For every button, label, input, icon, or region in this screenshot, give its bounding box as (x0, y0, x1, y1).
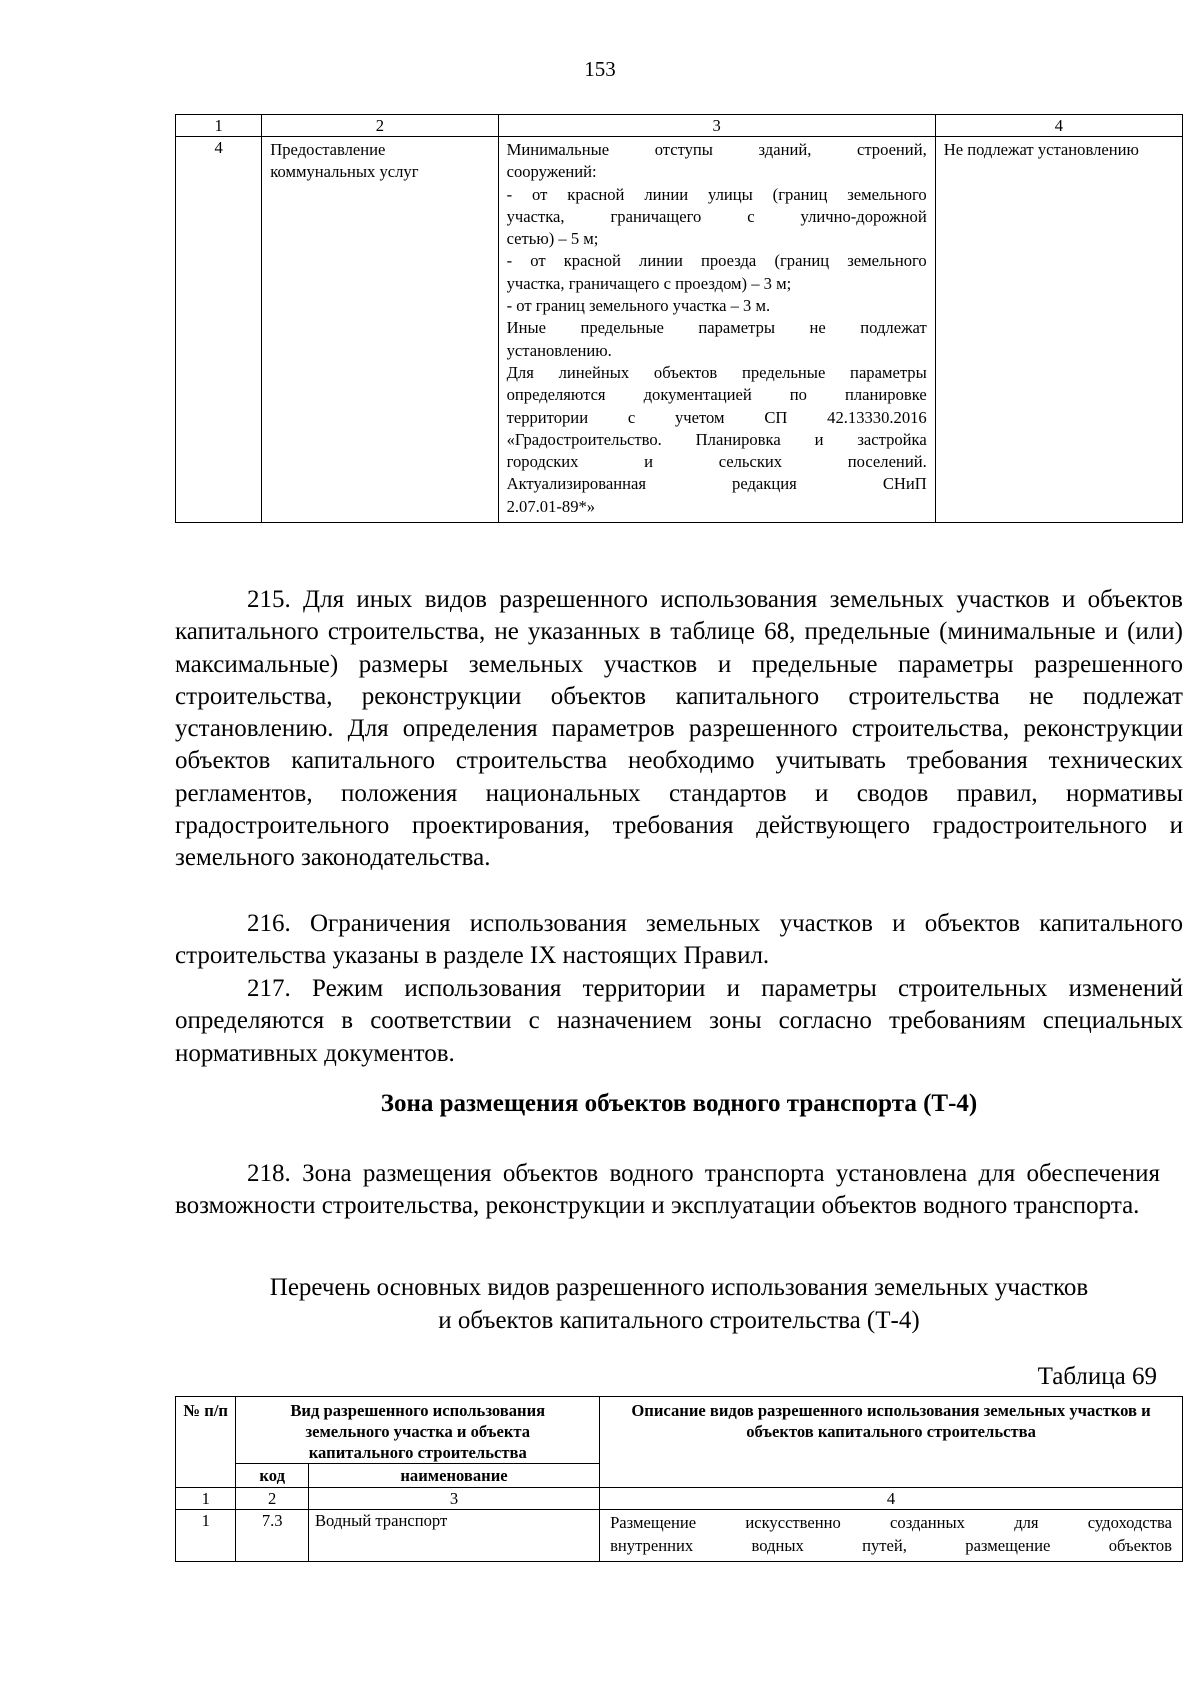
parameters-line: Иные предельные параметры не подлежат (506, 318, 927, 338)
table-header-row (176, 1397, 1183, 1464)
row-name: Водный транспорт (308, 1510, 599, 1562)
column-number-4: 4 (935, 115, 1182, 137)
column-number-2: 2 (262, 115, 498, 137)
paragraph-number: 216. (247, 910, 291, 937)
paragraph-text: Для иных видов разрешенного использования земельных участков и объектов капитального строительства, не указанных в таблице 68, предельные (минимальные и (или) максимальные) размеры земельных участков и предельные параметры разрешенного строительства, реконструкции объектов капитального строительства не подлежат установлению. Для определения параметров разрешенного строительства, реконструкции объектов капитального строительства необходимо учитывать требования технических регламентов, положения национальных стандартов и сводов правил, нормативы градостроительного проектирования, требования действующего градостроительного и земельного законодательства. (175, 586, 1183, 872)
paragraph-number: 217. (247, 975, 291, 1002)
column-number-1: 1 (176, 115, 262, 137)
parameters-line: определяются документацией по планировке (506, 385, 927, 405)
caption-line-2: и объектов капитального строительства (Т-4) (438, 1306, 920, 1334)
table-label: Таблица 69 (1037, 1363, 1157, 1390)
paragraph-number: 215. (247, 586, 291, 613)
description-line: Размещение искусственно созданных для судоходства (610, 1513, 1172, 1532)
paragraph-216 (175, 908, 1183, 973)
column-number-2: 2 (236, 1488, 309, 1510)
caption-line-1: Перечень основных видов разрешенного использования земельных участков (269, 1274, 1089, 1301)
description-line: внутренних водных путей, размещение объектов (610, 1536, 1172, 1555)
header-description: Описание видов разрешенного использования земельных участков и объектов капитального строительства (600, 1397, 1183, 1488)
parameters-line: установлению. (506, 340, 612, 360)
list-caption (175, 1272, 1183, 1337)
row-code: 7.3 (236, 1510, 309, 1562)
table-69 (175, 1396, 1183, 1562)
header-use-kind: Вид разрешенного использования земельного участка и объекта капитального строительства (236, 1397, 600, 1464)
table-column-numbers (176, 115, 1183, 137)
paragraph-text: Режим использования территории и параметры строительных изменений определяются в соответствии с назначением зоны согласно требованиям специальных нормативных документов. (175, 975, 1183, 1067)
section-heading: Зона размещения объектов водного транспорта (Т-4) (380, 1090, 978, 1117)
parameters-line: сетью) – 5 м; (506, 229, 599, 249)
table-68-continuation (175, 114, 1183, 523)
parameters-line: «Градостроительство. Планировка и застройка (506, 429, 927, 449)
use-kind-name: Предоставление коммунальных услуг (262, 137, 498, 523)
parameters-line: участка, граничащего с улично-дорожной (506, 206, 927, 226)
table-row (176, 1510, 1183, 1562)
parameters-line: 2.07.01-89*» (506, 496, 596, 516)
parameters-line: - от красной линии улицы (границ земельного (506, 184, 927, 204)
paragraph-218 (175, 1158, 1160, 1223)
table-row (176, 137, 1183, 523)
parameters-line: - от красной линии проезда (границ земельного (506, 251, 927, 271)
parameters-description (498, 137, 935, 523)
parameters-line: участка, граничащего с проездом) – 3 м; (506, 273, 792, 293)
table-column-numbers (176, 1488, 1183, 1510)
row-description (600, 1510, 1183, 1562)
other-parameters: Не подлежат установлению (935, 137, 1182, 523)
paragraph-text: Зона размещения объектов водного транспорта установлена для обеспечения возможности строительства, реконструкции и эксплуатации объектов водного транспорта. (175, 1160, 1161, 1220)
column-number-4: 4 (600, 1488, 1183, 1510)
column-number-1: 1 (176, 1488, 236, 1510)
header-code: код (236, 1464, 309, 1488)
parameters-line: Для линейных объектов предельные параметры (506, 362, 927, 382)
row-number: 1 (176, 1510, 236, 1562)
parameters-line: - от границ земельного участка – 3 м. (506, 296, 771, 316)
parameters-line: городских и сельских поселений. (506, 452, 927, 472)
column-number-3: 3 (498, 115, 935, 137)
row-number: 4 (176, 137, 262, 523)
page-number: 153 (584, 57, 616, 81)
column-number-3: 3 (308, 1488, 599, 1510)
paragraph-number: 218. (247, 1160, 291, 1187)
header-number: № п/п (176, 1397, 236, 1488)
parameters-line: территории с учетом СП 42.13330.2016 (506, 407, 927, 427)
header-name: наименование (308, 1464, 599, 1488)
parameters-line: сооружений: (506, 162, 597, 182)
paragraph-215 (175, 584, 1183, 875)
parameters-line: Актуализированная редакция СНиП (506, 474, 927, 494)
paragraph-217 (175, 973, 1183, 1070)
parameters-line: Минимальные отступы зданий, строений, (506, 140, 927, 159)
paragraph-text: Ограничения использования земельных участков и объектов капитального строительства указаны в разделе IX настоящих Правил. (175, 910, 1184, 970)
